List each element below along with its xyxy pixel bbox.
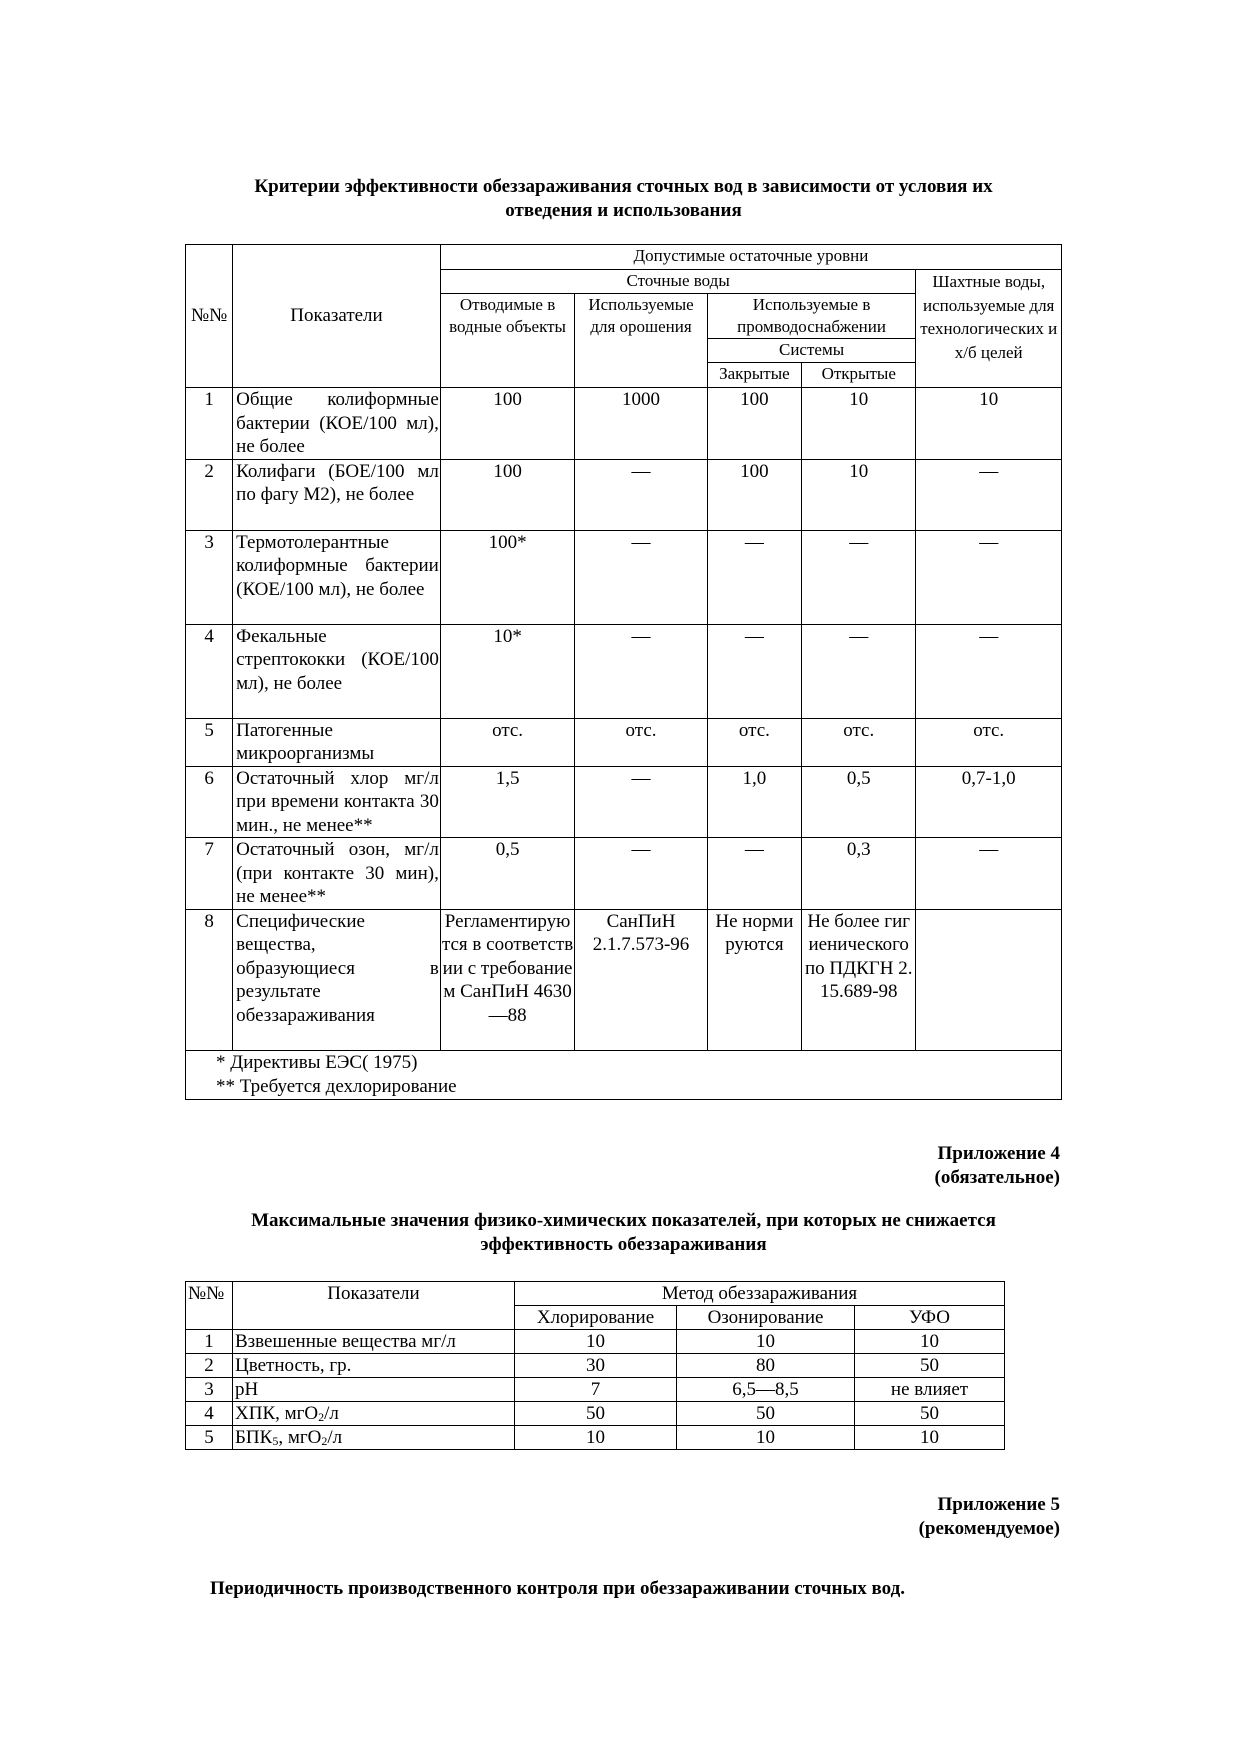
cell-chlorination: 10 (515, 1330, 677, 1354)
cell-mine: — (916, 838, 1062, 910)
cell-open: 10 (802, 388, 916, 460)
cell-uv: 10 (855, 1426, 1005, 1450)
row-num: 5 (186, 1426, 233, 1450)
row-indicator: Колифаги (БОЕ/100 мл по фагу М2), не более (233, 459, 441, 530)
cod-label: ХПК, мгО (235, 1403, 319, 1424)
table-row (186, 388, 1062, 460)
cell-discharged: 10* (440, 624, 574, 718)
cell-closed: 100 (707, 459, 801, 530)
table1-title (185, 175, 1062, 223)
row-num: 2 (186, 1354, 233, 1378)
table1-title-line1: Критерии эффективности обеззараживания сточных вод в зависимости от условия их (254, 176, 993, 197)
header-open: Открытые (802, 363, 916, 388)
row-num: 5 (186, 718, 233, 766)
cell-closed: — (707, 624, 801, 718)
table-row (186, 1330, 1005, 1354)
header-systems: Системы (707, 339, 916, 363)
cell-chlorination: 50 (515, 1402, 677, 1426)
table-row (186, 459, 1062, 530)
cell-uv: не влияет (855, 1378, 1005, 1402)
appendix5-label (800, 1493, 1060, 1541)
cell-closed: отс. (707, 718, 801, 766)
cell-discharged: 100* (440, 530, 574, 624)
cell-mine: 0,7-1,0 (916, 766, 1062, 838)
cell-open: — (802, 624, 916, 718)
bod-subscript-2: 2 (321, 1434, 328, 1448)
cell-open: Не более гигиенического по ПДКГН 2.15.689-98 (802, 909, 916, 1050)
row-indicator: Остаточный озон, мг/л (при контакте 30 мин), не менее** (233, 838, 441, 910)
row-num: 6 (186, 766, 233, 838)
cell-ozonation: 50 (677, 1402, 855, 1426)
row-indicator: рН (233, 1378, 515, 1402)
cell-discharged: 0,5 (440, 838, 574, 910)
cell-ozonation: 10 (677, 1330, 855, 1354)
cell-closed: — (707, 838, 801, 910)
cell-chlorination: 30 (515, 1354, 677, 1378)
cell-discharged: 100 (440, 388, 574, 460)
row-indicator: Фекальные стрептококки (КОЕ/100 мл), не более (233, 624, 441, 718)
table-row (186, 1426, 1005, 1450)
cell-discharged: 1,5 (440, 766, 574, 838)
bod-subscript: 5 (272, 1434, 279, 1448)
bod-unit: /л (327, 1427, 343, 1448)
row-indicator (233, 1402, 515, 1426)
cell-open: 0,5 (802, 766, 916, 838)
header-discharged: Отводимые в водные объекты (440, 294, 574, 388)
cell-open: 10 (802, 459, 916, 530)
row-num: 4 (186, 624, 233, 718)
row-indicator: Термотолерантные колиформные бактерии (КОЕ/100 мл), не более (233, 530, 441, 624)
header-indicators: Показатели (233, 245, 441, 388)
t2-header-indicators: Показатели (233, 1282, 515, 1330)
cell-irrigation: СанПиН 2.1.7.573-96 (575, 909, 707, 1050)
cell-irrigation: — (575, 459, 707, 530)
table-row (186, 909, 1062, 1050)
cell-ozonation: 10 (677, 1426, 855, 1450)
cell-mine: — (916, 459, 1062, 530)
cell-closed: Не нормируются (707, 909, 801, 1050)
bod-label: БПК (235, 1427, 273, 1448)
cell-uv: 50 (855, 1354, 1005, 1378)
table-row (186, 624, 1062, 718)
cell-discharged: 100 (440, 459, 574, 530)
cell-open: 0,3 (802, 838, 916, 910)
cell-open: отс. (802, 718, 916, 766)
header-irrigation: Используемые для орошения (575, 294, 707, 388)
row-indicator: Остаточный хлор мг/л при времени контакта 30 мин., не менее** (233, 766, 441, 838)
table-row (186, 838, 1062, 910)
row-num: 4 (186, 1402, 233, 1426)
cell-discharged: Регламентируются в соответствии с требованием СанПиН 4630—88 (440, 909, 574, 1050)
table2-title-line1: Максимальные значения физико-химических показателей, при которых не снижается (251, 1210, 996, 1231)
cell-irrigation: — (575, 766, 707, 838)
header-closed: Закрытые (707, 363, 801, 388)
table-row (186, 1402, 1005, 1426)
bod-label-mid: , мгО (278, 1427, 322, 1448)
t2-header-method: Метод обеззараживания (515, 1282, 1005, 1306)
row-indicator: Взвешенные вещества мг/л (233, 1330, 515, 1354)
table1-title-line2: отведения и использования (505, 200, 742, 221)
cell-mine: 10 (916, 388, 1062, 460)
cell-closed: — (707, 530, 801, 624)
table2-title (185, 1209, 1062, 1257)
row-num: 8 (186, 909, 233, 1050)
header-wastewater: Сточные воды (440, 270, 916, 294)
appendix5-line2: (рекомендуемое) (918, 1518, 1060, 1539)
section3-title: Периодичность производственного контроля при обеззараживании сточных вод. (210, 1578, 905, 1599)
row-indicator: Патогенные микроорганизмы (233, 718, 441, 766)
cod-subscript: 2 (318, 1410, 325, 1424)
footnote-1: * Директивы ЕЭС( 1975) (216, 1051, 418, 1073)
cell-mine (916, 909, 1062, 1050)
t2-header-num: №№ (186, 1282, 233, 1330)
appendix4-label (800, 1142, 1060, 1190)
cell-uv: 10 (855, 1330, 1005, 1354)
cell-mine: отс. (916, 718, 1062, 766)
cell-discharged: отс. (440, 718, 574, 766)
cell-irrigation: — (575, 624, 707, 718)
table-row (186, 718, 1062, 766)
table-row (186, 530, 1062, 624)
t2-header-uv: УФО (855, 1306, 1005, 1330)
appendix5-line1: Приложение 5 (937, 1494, 1060, 1515)
row-num: 1 (186, 1330, 233, 1354)
row-num: 7 (186, 838, 233, 910)
t2-header-chlorination: Хлорирование (515, 1306, 677, 1330)
appendix4-line1: Приложение 4 (937, 1143, 1060, 1164)
cod-unit: /л (324, 1403, 339, 1424)
physchem-limits-table (185, 1281, 1005, 1450)
cell-irrigation: — (575, 838, 707, 910)
row-indicator (233, 1426, 515, 1450)
cell-irrigation: отс. (575, 718, 707, 766)
table-row (186, 1354, 1005, 1378)
cell-irrigation: — (575, 530, 707, 624)
cell-mine: — (916, 624, 1062, 718)
cell-chlorination: 10 (515, 1426, 677, 1450)
cell-mine: — (916, 530, 1062, 624)
row-num: 1 (186, 388, 233, 460)
table-row (186, 766, 1062, 838)
cell-chlorination: 7 (515, 1378, 677, 1402)
row-num: 2 (186, 459, 233, 530)
footnote-2: ** Требуется дехлорирование (216, 1075, 457, 1097)
row-indicator: Общие колиформные бактерии (КОЕ/100 мл), не более (233, 388, 441, 460)
cell-open: — (802, 530, 916, 624)
header-mine-water: Шахтные воды, используемые для технологических и х/б целей (916, 270, 1062, 388)
header-allowed-levels: Допустимые остаточные уровни (440, 245, 1061, 270)
cell-uv: 50 (855, 1402, 1005, 1426)
cell-ozonation: 80 (677, 1354, 855, 1378)
header-industrial-supply: Используемые в промводоснабжении (707, 294, 916, 339)
cell-closed: 100 (707, 388, 801, 460)
t2-header-ozonation: Озонирование (677, 1306, 855, 1330)
table1-footnotes (186, 1050, 1062, 1099)
row-indicator: Цветность, гр. (233, 1354, 515, 1378)
header-num: №№ (186, 245, 233, 388)
disinfection-criteria-table (185, 244, 1062, 1100)
appendix4-line2: (обязательное) (934, 1167, 1060, 1188)
table2-title-line2: эффективность обеззараживания (480, 1234, 767, 1255)
table-row (186, 1378, 1005, 1402)
row-num: 3 (186, 1378, 233, 1402)
cell-irrigation: 1000 (575, 388, 707, 460)
row-num: 3 (186, 530, 233, 624)
cell-ozonation: 6,5—8,5 (677, 1378, 855, 1402)
cell-closed: 1,0 (707, 766, 801, 838)
row-indicator: Специфические вещества, образующиеся в результате обеззараживания (233, 909, 441, 1050)
